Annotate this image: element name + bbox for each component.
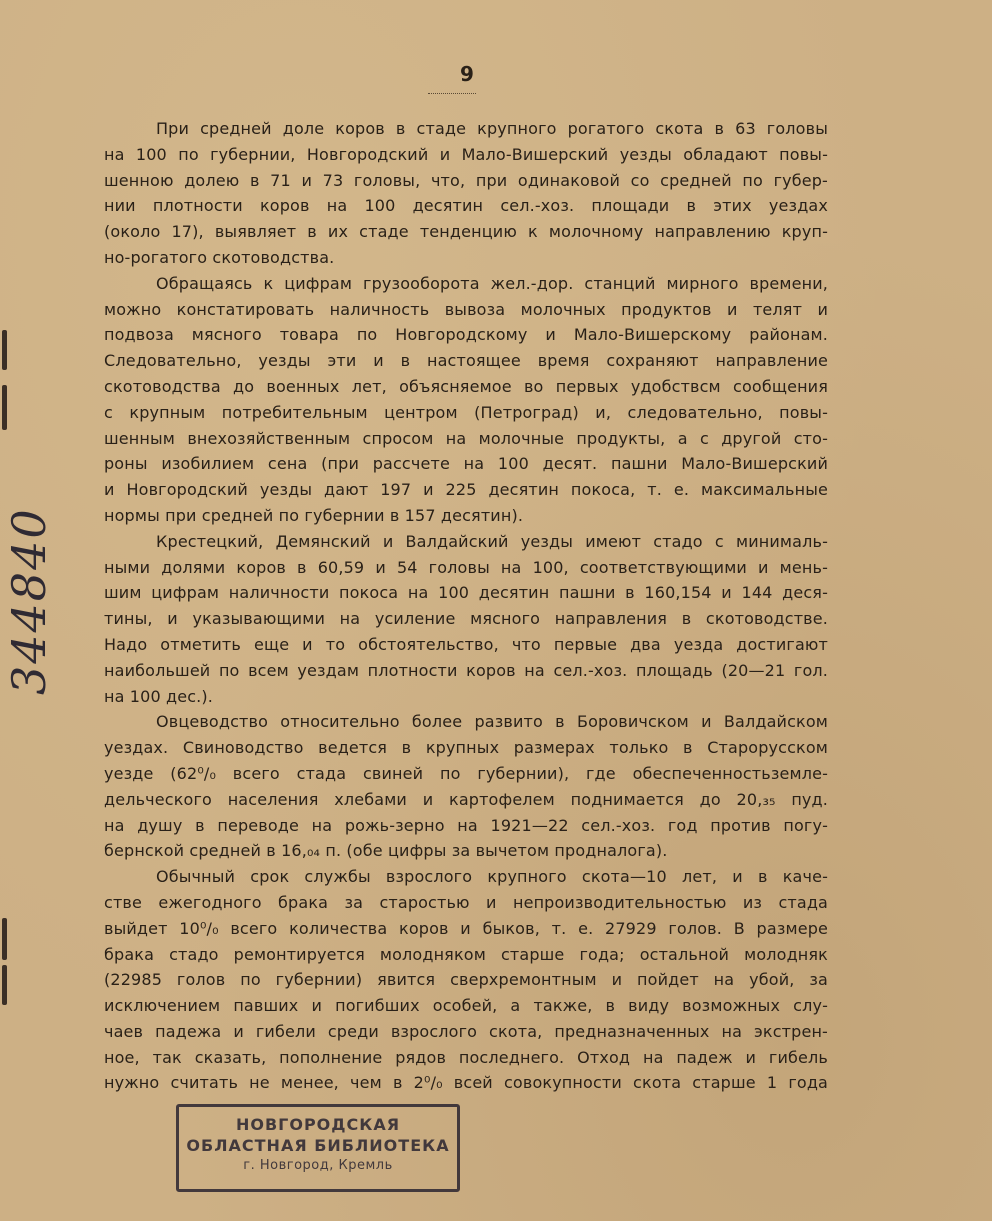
text-line: Надо отметить еще и то обстоятельство, что первые два уезда достигают xyxy=(104,634,828,654)
text-line: с крупным потребительным центром (Петроград) и, следовательно, повы- xyxy=(104,402,828,422)
body-text xyxy=(104,116,828,1096)
text-line: Крестецкий, Демянский и Валдайский уезды имеют стадо с минималь- xyxy=(156,531,828,551)
text-line: подвоза мясного товара по Новгородскому и Мало-Вишерскому районам. xyxy=(104,325,828,345)
text-line: шенною долею в 71 и 73 головы, что, при одинаковой со средней по губер- xyxy=(104,170,828,190)
page-number: 9 xyxy=(460,62,474,86)
text-line: (около 17), выявляет в их стаде тенденцию к молочному направлению круп- xyxy=(104,222,828,242)
text-line: роны изобилием сена (при рассчете на 100 десят. пашни Мало-Вишерский xyxy=(104,454,828,474)
margin-mark xyxy=(2,918,7,960)
handwritten-inventory-number: 344840 xyxy=(2,507,56,695)
text-line: нормы при средней по губернии в 157 десятин). xyxy=(104,505,524,525)
text-line: можно констатировать наличность вывоза молочных продуктов и телят и xyxy=(104,299,828,319)
text-line: (22985 голов по губернии) явится сверхремонтным и пойдет на убой, за xyxy=(104,970,828,990)
text-line: нии плотности коров на 100 десятин сел.-хоз. площади в этих уездах xyxy=(104,196,828,216)
text-line: но-рогатого скотоводства. xyxy=(104,247,335,267)
library-stamp xyxy=(176,1104,460,1192)
text-line: стве ежегодного брака за старостью и непроизводительностью из стада xyxy=(104,892,828,912)
text-line: исключением павших и погибших особей, а также, в виду возможных слу- xyxy=(104,996,828,1016)
text-line: Следовательно, уезды эти и в настоящее время сохраняют направление xyxy=(104,351,828,371)
margin-mark xyxy=(2,965,7,1005)
stamp-line-3: г. Новгород, Кремль xyxy=(243,1158,393,1173)
text-line: тины, и указывающими на усиление мясного направления в скотоводстве. xyxy=(104,609,828,629)
text-line: выйдет 10⁰/₀ всего количества коров и быков, т. е. 27929 голов. В размере xyxy=(104,918,828,938)
text-line: уездах. Свиноводство ведется в крупных размерах только в Старорусском xyxy=(104,738,828,758)
text-line: Овцеводство относительно более развито в Боровичском и Валдайском xyxy=(156,712,828,732)
text-line: Обычный срок службы взрослого крупного скота—10 лет, и в каче- xyxy=(156,867,828,887)
text-line: скотоводства до военных лет, объясняемое во первых удобствсм сообщения xyxy=(104,376,828,396)
margin-mark xyxy=(2,330,7,370)
text-line: ными долями коров в 60,59 и 54 головы на 100, соответствующими и мень- xyxy=(104,557,828,577)
text-line: и Новгородский уезды дают 197 и 225 десятин покоса, т. е. максимальные xyxy=(104,480,828,500)
text-line: шенным внехозяйственным спросом на молочные продукты, а с другой сто- xyxy=(104,428,828,448)
stamp-line-2: ОБЛАСТНАЯ БИБЛИОТЕКА xyxy=(186,1136,450,1155)
text-line: на душу в переводе на рожь-зерно на 1921—22 сел.-хоз. год против погу- xyxy=(104,815,828,835)
text-line: Обращаясь к цифрам грузооборота жел.-дор. станций мирного времени, xyxy=(156,273,828,293)
margin-mark xyxy=(2,385,7,430)
text-line: бернской средней в 16,₀₄ п. (обе цифры за вычетом продналога). xyxy=(104,841,668,861)
text-line: При средней доле коров в стаде крупного рогатого скота в 63 головы xyxy=(156,119,828,138)
text-line: чаев падежа и гибели среди взрослого скота, предназначенных на экстрен- xyxy=(104,1021,828,1041)
text-line: наибольшей по всем уездам плотности коров на сел.-хоз. площадь (20—21 гол. xyxy=(104,660,828,680)
page-number-rule xyxy=(428,93,476,94)
text-line: нужно считать не менее, чем в 2⁰/₀ всей совокупности скота старше 1 года xyxy=(104,1073,828,1093)
text-line: на 100 по губернии, Новгородский и Мало-Вишерский уезды обладают повы- xyxy=(104,144,828,164)
text-line: уезде (62⁰/₀ всего стада свиней по губернии), где обеспеченностьземле- xyxy=(104,763,828,783)
text-line: ное, так сказать, пополнение рядов последнего. Отход на падеж и гибель xyxy=(104,1047,828,1067)
stamp-line-1: НОВГОРОДСКАЯ xyxy=(235,1115,401,1134)
text-line: брака стадо ремонтируется молодняком старше года; остальной молодняк xyxy=(104,944,828,964)
text-line: шим цифрам наличности покоса на 100 десятин пашни в 160,154 и 144 деся- xyxy=(104,583,828,603)
text-line: дельческого населения хлебами и картофелем поднимается до 20,₃₅ пуд. xyxy=(104,789,828,809)
text-line: на 100 дес.). xyxy=(104,686,214,706)
